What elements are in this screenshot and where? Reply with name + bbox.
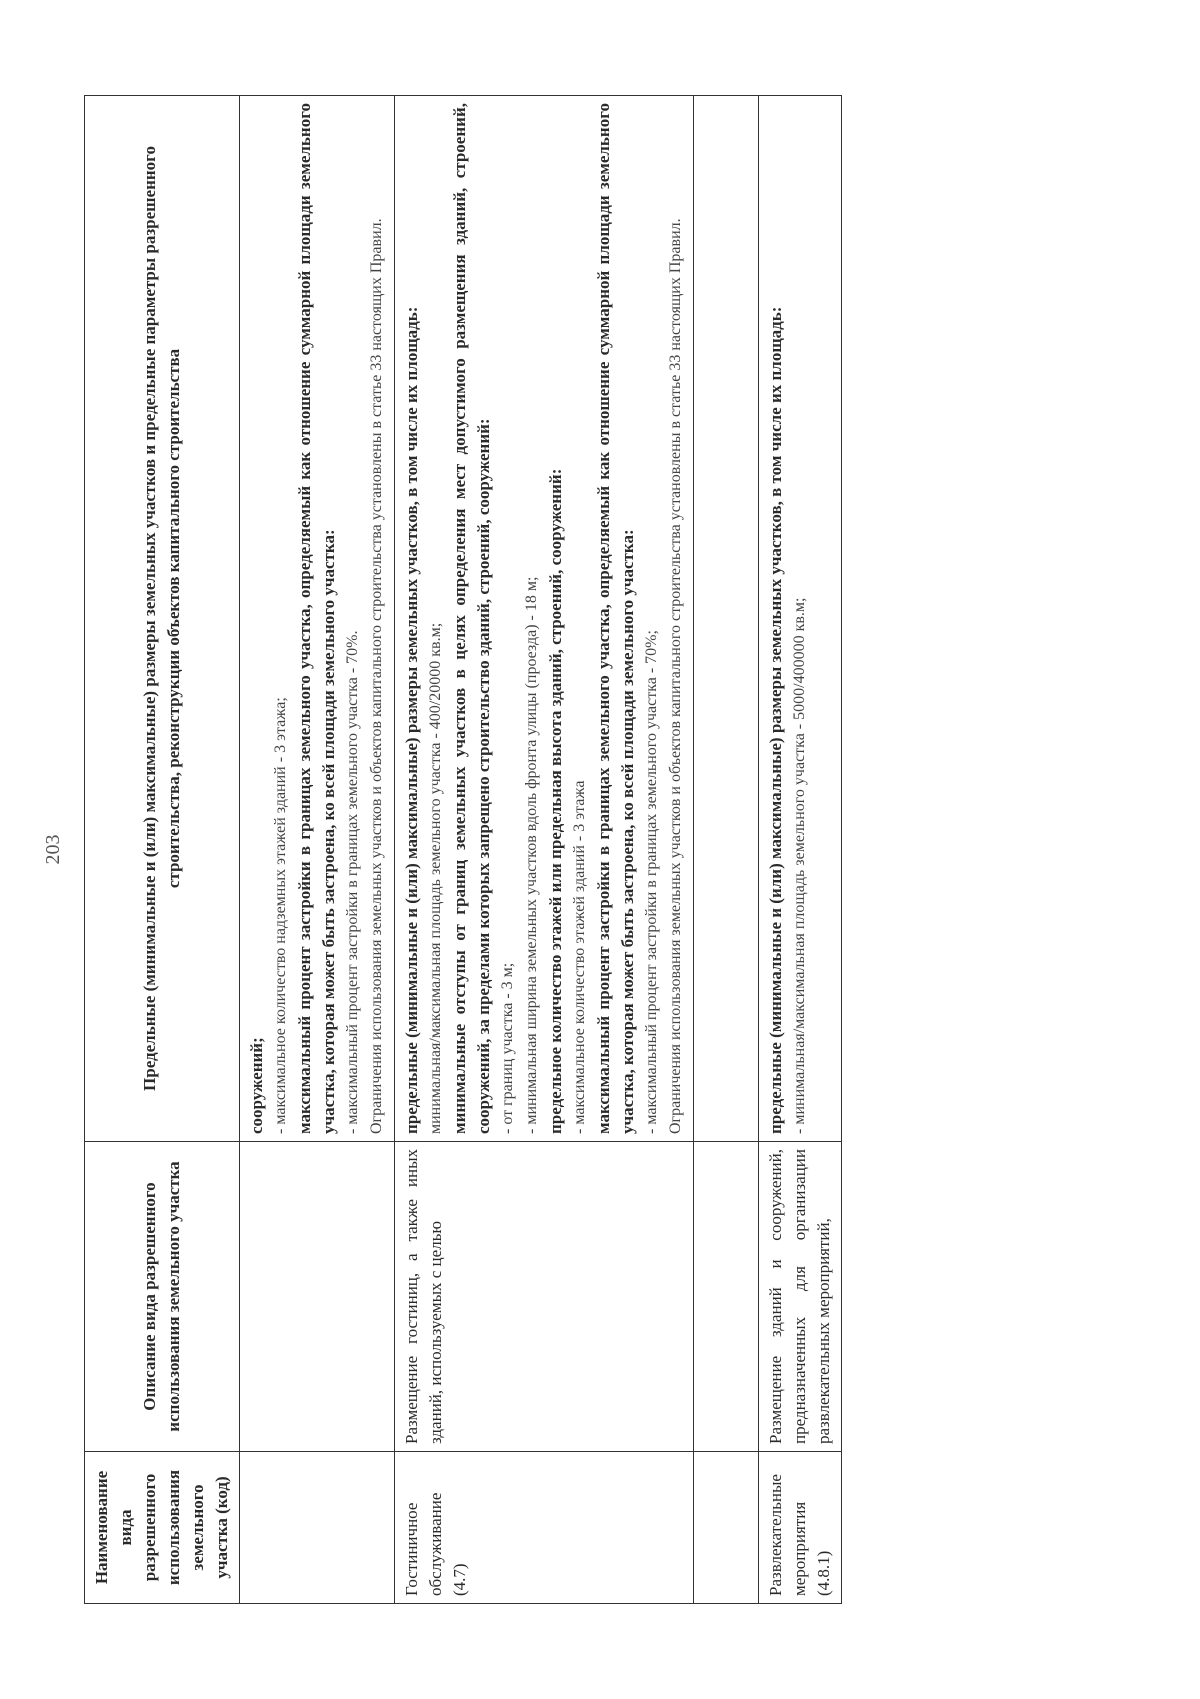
cell-parameters — [240, 96, 395, 1142]
cell-use-description: Размещение зданий и сооружений, предназначенных для организации развлекательных мероприятий, — [759, 1142, 842, 1452]
cell-use-name: Гостиничное обслуживание (4.7) — [395, 1452, 694, 1604]
cell-empty — [694, 1142, 759, 1452]
cell-use-name: Развлекательные мероприятия (4.8.1) — [759, 1452, 842, 1604]
param-text: минимальные отступы от границ земельных участков в целях определения мест допустимого размещения зданий, строений, сооружений, за пределами которых запрещено строительство зданий, строений, сооружений: — [450, 103, 493, 1134]
param-text: - минимальная/максимальная площадь земельного участка - 5000/400000 кв.м; — [791, 597, 808, 1134]
zoning-regulations-table — [84, 95, 842, 1604]
header-use-name: Наименование вида разрешенного использования земельного участка (код) — [85, 1452, 240, 1604]
cell-use-description — [240, 1142, 395, 1452]
param-text: предельное количество этажей или предельная высота зданий, строений, сооружений: — [546, 468, 565, 1134]
header-parameters: Предельные (минимальные и (или) максимальные) размеры земельных участков и предельные параметры разрешенного строительства, реконструкции объектов капитального строительства — [85, 96, 240, 1142]
param-text: - минимальная ширина земельных участков вдоль фронта улицы (проезда) - 18 м; — [523, 576, 540, 1134]
cell-use-name — [240, 1452, 395, 1604]
param-text: - от границ участка - 3 м; — [499, 962, 516, 1134]
param-text: - максимальное количество надземных этажей зданий - 3 этажа; — [272, 697, 289, 1134]
table-header-row — [85, 96, 240, 1604]
cell-parameters — [759, 96, 842, 1142]
table-row — [240, 96, 395, 1604]
param-text: минимальная/максимальная площадь земельного участка - 400/20000 кв.м; — [427, 622, 444, 1134]
table-row-empty — [694, 96, 759, 1604]
cell-empty — [694, 96, 759, 1142]
param-text: - максимальный процент застройки в границах земельного участка - 70%; — [643, 630, 660, 1134]
param-text: Ограничения использования земельных участков и объектов капитального строительства установлены в статье 33 настоящих Правил. — [368, 218, 385, 1134]
cell-use-description: Размещение гостиниц, а также иных зданий, используемых с целью — [395, 1142, 694, 1452]
param-text: максимальный процент застройки в границах земельного участка, определяемый как отношение суммарной площади земельного участка, которая может быть застроена, ко всей площади земельного участка: — [594, 103, 637, 1134]
param-text: - максимальное количество этажей зданий - 3 этажа — [571, 780, 588, 1134]
table-row — [395, 96, 694, 1604]
cell-parameters — [395, 96, 694, 1142]
header-use-description: Описание вида разрешенного использования земельного участка — [85, 1142, 240, 1452]
param-text: - максимальный процент застройки в границах земельного участка - 70%. — [344, 630, 361, 1134]
page-number: 203 — [42, 834, 64, 865]
table-row — [759, 96, 842, 1604]
param-text: максимальный процент застройки в границах земельного участка, определяемый как отношение суммарной площади земельного участка, которая может быть застроена, ко всей площади земельного участка: — [295, 103, 338, 1134]
param-text: предельные (минимальные и (или) максимальные) размеры земельных участков, в том числе их площадь: — [402, 306, 421, 1134]
param-text: Ограничения использования земельных участков и объектов капитального строительства установлены в статье 33 настоящих Правил. — [667, 218, 684, 1134]
param-text: сооружений; — [247, 1037, 266, 1134]
param-text: предельные (минимальные и (или) максимальные) размеры земельных участков, в том числе их площадь: — [766, 306, 785, 1134]
cell-empty — [694, 1452, 759, 1604]
